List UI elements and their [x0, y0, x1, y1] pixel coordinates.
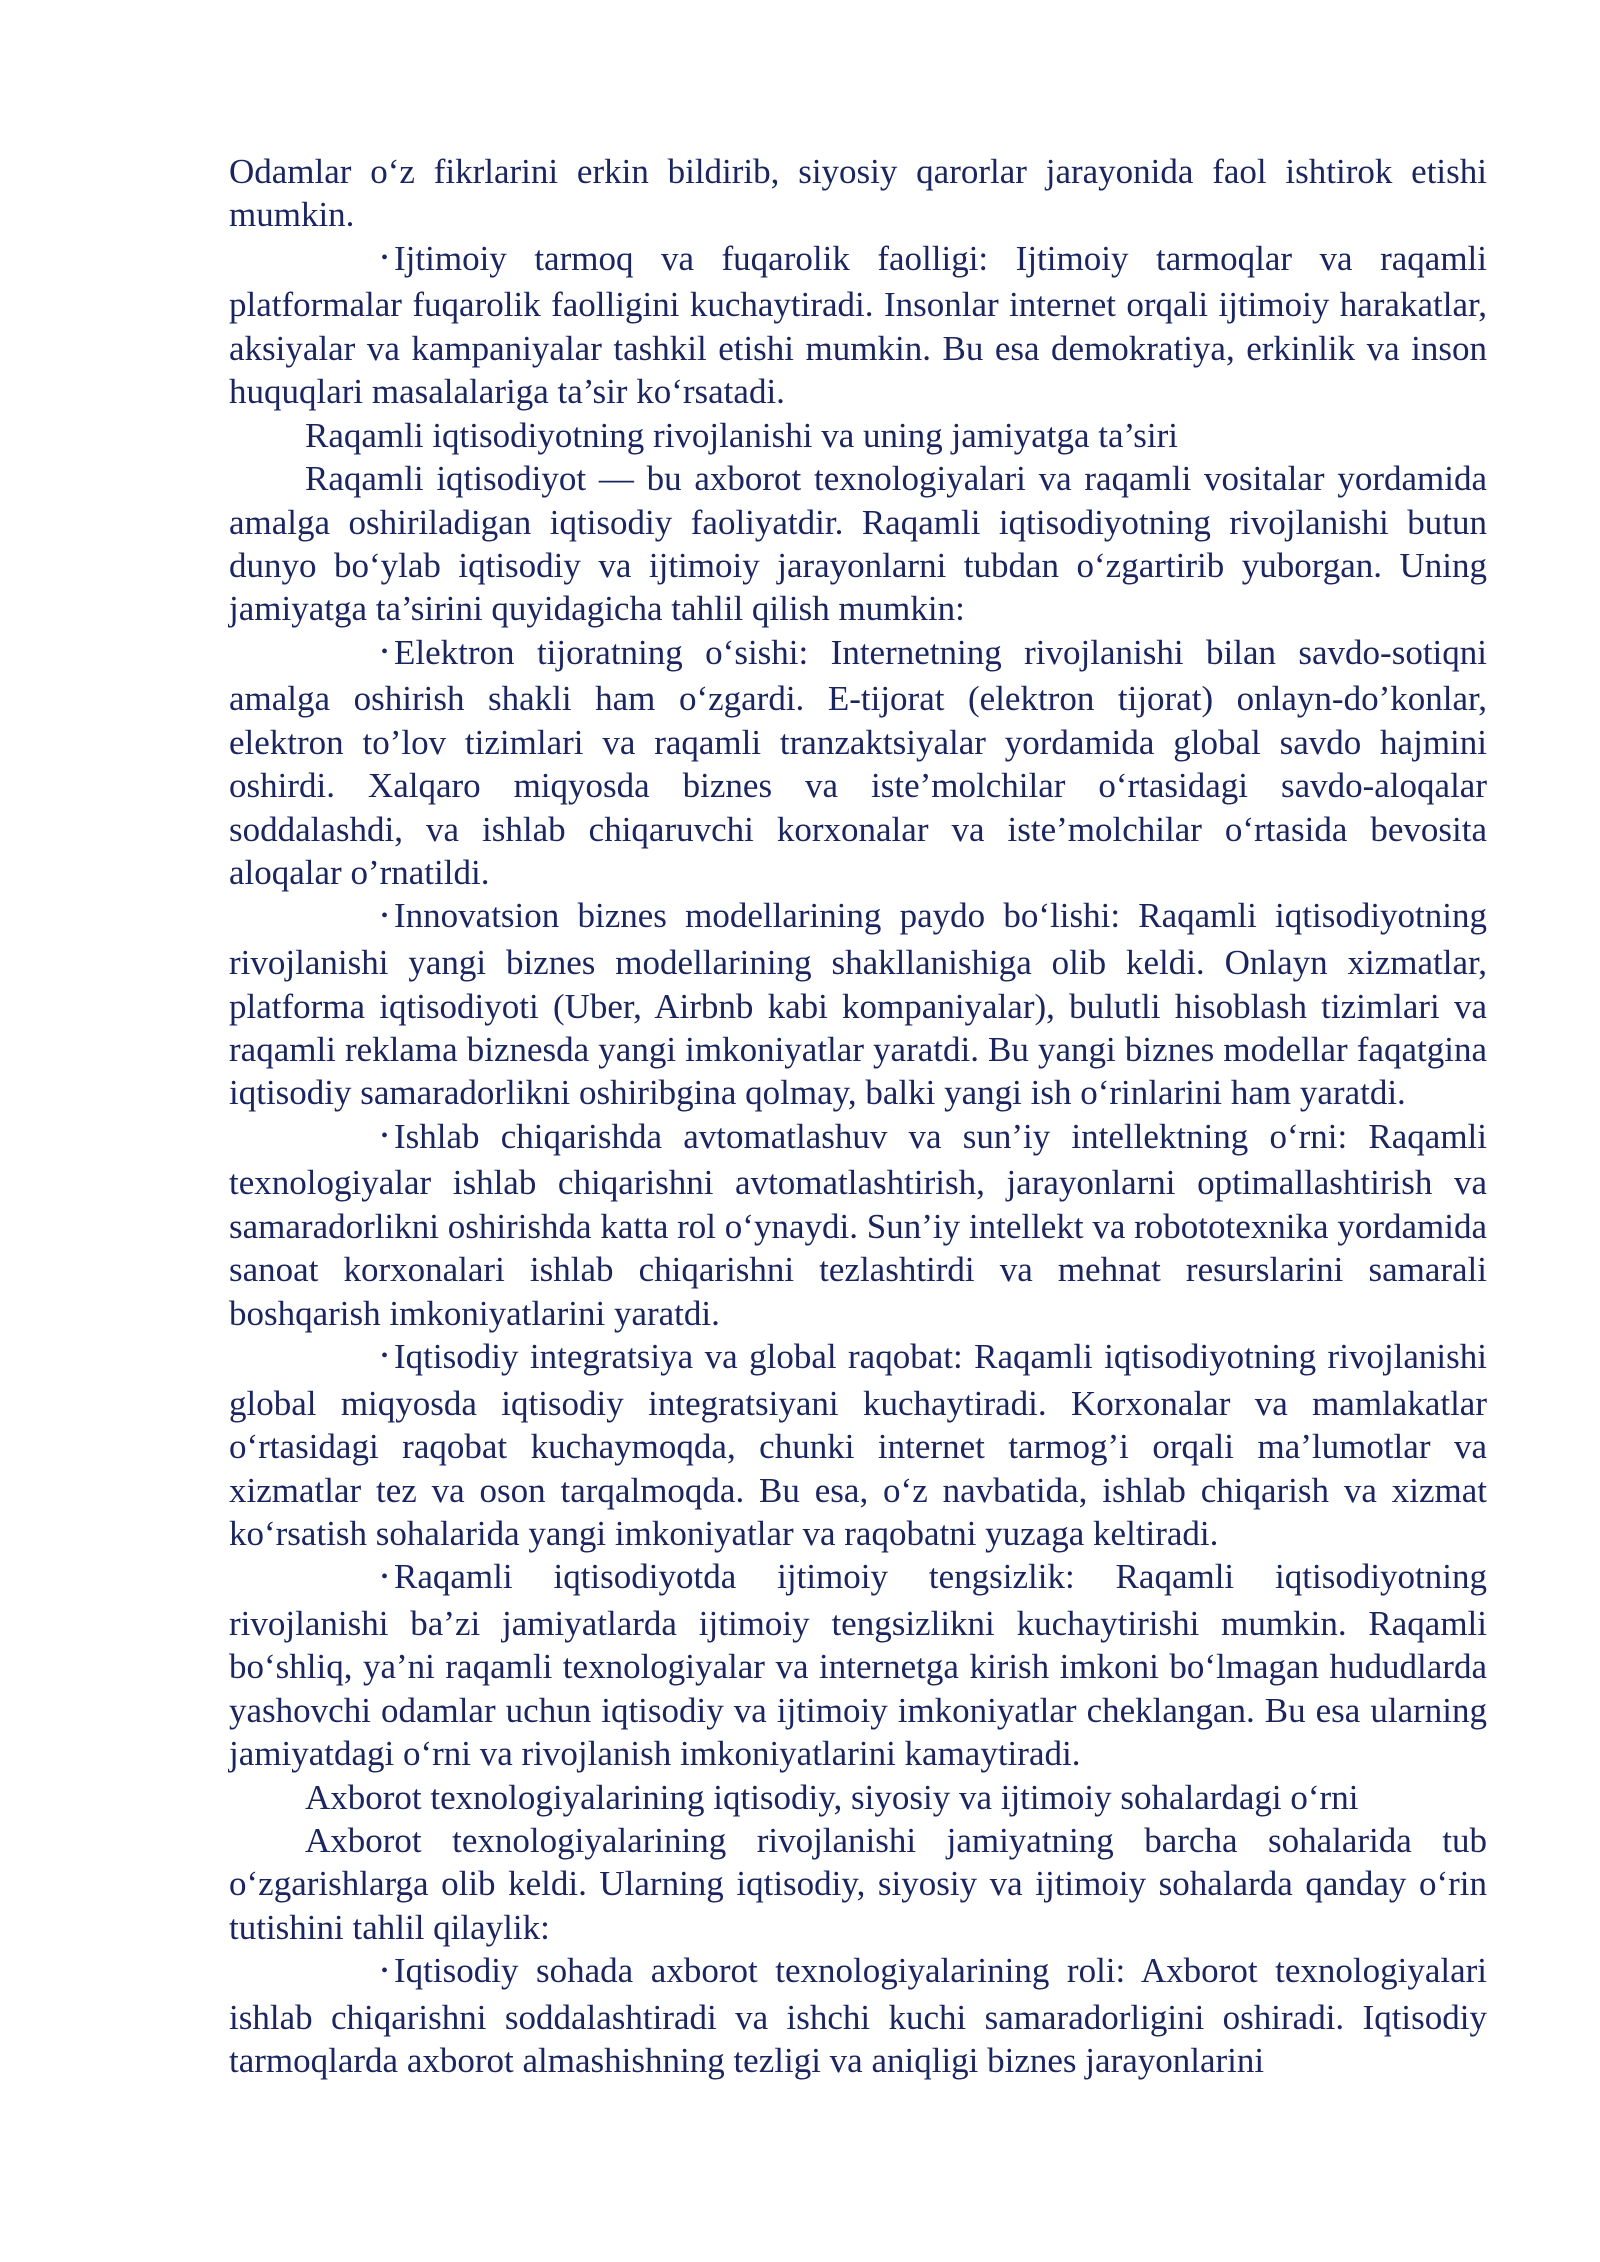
bullet-icon: • [381, 1345, 389, 1368]
bullet-text: Raqamli iqtisodiyotda ijtimoiy tengsizlik: Raqamli iqtisodiyotning rivojlanishi ba’zi jamiyatlarda ijtimoiy tengsizlikni kuchaytirishi mumkin. Raqamli bo‘shliq, ya’ni raqamli texnologiyalar va internetga kirish imkoni bo‘lmagan hududlarda yashovchi odamlar uchun iqtisodiy va ijtimoiy imkoniyatlar cheklangan. Bu esa ularning jamiyatdagi o‘rni va rivojlanish imkoniyatlarini kamaytiradi. [229, 1557, 1487, 1774]
bullet-icon: • [381, 1959, 389, 1982]
paragraph-continuation: Odamlar o‘z fikrlarini erkin bildirib, siyosiy qarorlar jarayonida faol ishtirok etishi mumkin. [229, 152, 1487, 235]
bullet-text: Elektron tijoratning o‘sishi: Internetning rivojlanishi bilan savdo-sotiqni amalga oshirish shakli ham o‘zgardi. E-tijorat (elektron tijorat) onlayn-do’konlar, elektron to’lov tizimlari va raqamli tranzaktsiyalar yordamida global savdo hajmini oshirdi. Xalqaro miqyosda biznes va iste’molchilar o‘rtasidagi savdo-aloqalar soddalashdi, va ishlab chiqaruvchi korxonalar va iste’molchilar o‘rtasida bevosita aloqalar o’rnatildi. [229, 632, 1487, 893]
bullet-text: Ijtimoiy tarmoq va fuqarolik faolligi: Ijtimoiy tarmoqlar va raqamli platformalar fuqarolik faolligini kuchaytiradi. Insonlar internet orqali ijtimoiy harakatlar, aksiyalar va kampaniyalar tashkil etishi mumkin. Bu esa demokratiya, erkinlik va inson huquqlari masalalariga ta’sir ko‘rsatadi. [229, 238, 1487, 412]
bullet-paragraph [229, 1115, 1487, 1335]
bullet-icon: • [381, 641, 389, 663]
document-page [229, 150, 1487, 2083]
section-heading: Raqamli iqtisodiyotning rivojlanishi va uning jamiyatga ta’siri [305, 415, 1178, 455]
bullet-icon: • [381, 247, 389, 270]
section-heading: Axborot texnologiyalarining iqtisodiy, siyosiy va ijtimoiy sohalardagi o‘rni [305, 1777, 1359, 1817]
bullet-paragraph [229, 894, 1487, 1114]
bullet-paragraph [229, 1555, 1487, 1775]
bullet-icon: • [381, 1125, 389, 1147]
bullet-icon: • [381, 1565, 389, 1588]
bullet-text: Iqtisodiy integratsiya va global raqobat: Raqamli iqtisodiyotning rivojlanishi global miqyosda iqtisodiy integratsiyani kuchaytiradi. Korxonalar va mamlakatlar o‘rtasidagi raqobat kuchaymoqda, chunki internet tarmog’i orqali ma’lumotlar va xizmatlar tez va oson tarqalmoqda. Bu esa, o‘z navbatida, ishlab chiqarish va xizmat ko‘rsatish sohalarida yangi imkoniyatlar va raqobatni yuzaga keltiradi. [229, 1337, 1487, 1553]
bullet-paragraph [229, 631, 1487, 895]
body-paragraph: Axborot texnologiyalarining rivojlanishi jamiyatning barcha sohalarida tub o‘zgarishlarga olib keldi. Ularning iqtisodiy, siyosiy va ijtimoiy sohalarda qanday o‘rin tutishini tahlil qilaylik: [229, 1821, 1487, 1947]
bullet-paragraph [229, 1949, 1487, 2082]
bullet-paragraph [229, 237, 1487, 414]
bullet-text: Innovatsion biznes modellarining paydo bo‘lishi: Raqamli iqtisodiyotning rivojlanishi yangi biznes modellarining shakllanishiga olib keldi. Onlayn xizmatlar, platforma iqtisodiyoti (Uber, Airbnb kabi kompaniyalar), bulutli hisoblash tizimlari va raqamli reklama biznesda yangi imkoniyatlar yaratdi. Bu yangi biznes modellar faqatgina iqtisodiy samaradorlikni oshiribgina qolmay, balki yangi ish o‘rinlarini ham yaratdi. [229, 896, 1487, 1113]
body-paragraph: Raqamli iqtisodiyot — bu axborot texnologiyalari va raqamli vositalar yordamida amalga oshiriladigan iqtisodiy faoliyatdir. Raqamli iqtisodiyotning rivojlanishi butun dunyo bo‘ylab iqtisodiy va ijtimoiy jarayonlarni tubdan o‘zgartirib yuborgan. Uning jamiyatga ta’sirini quyidagicha tahlil qilish mumkin: [229, 459, 1487, 629]
bullet-text: Ishlab chiqarishda avtomatlashuv va sun’iy intellektning o‘rni: Raqamli texnologiyalar ishlab chiqarishni avtomatlashtirish, jarayonlarni optimallashtirish va samaradorlikni oshirishda katta rol o‘ynaydi. Sun’iy intellekt va robototexnika yordamida sanoat korxonalari ishlab chiqarishni tezlashtirdi va mehnat resurslarini samarali boshqarish imkoniyatlarini yaratdi. [229, 1116, 1487, 1333]
bullet-text: Iqtisodiy sohada axborot texnologiyalarining roli: Axborot texnologiyalari ishlab chiqarishni soddalashtiradi va ishchi kuchi samaradorligini oshiradi. Iqtisodiy tarmoqlarda axborot almashishning tezligi va aniqligi biznes jarayonlarini [229, 1951, 1487, 2081]
bullet-paragraph [229, 1335, 1487, 1555]
bullet-icon: • [381, 904, 389, 927]
